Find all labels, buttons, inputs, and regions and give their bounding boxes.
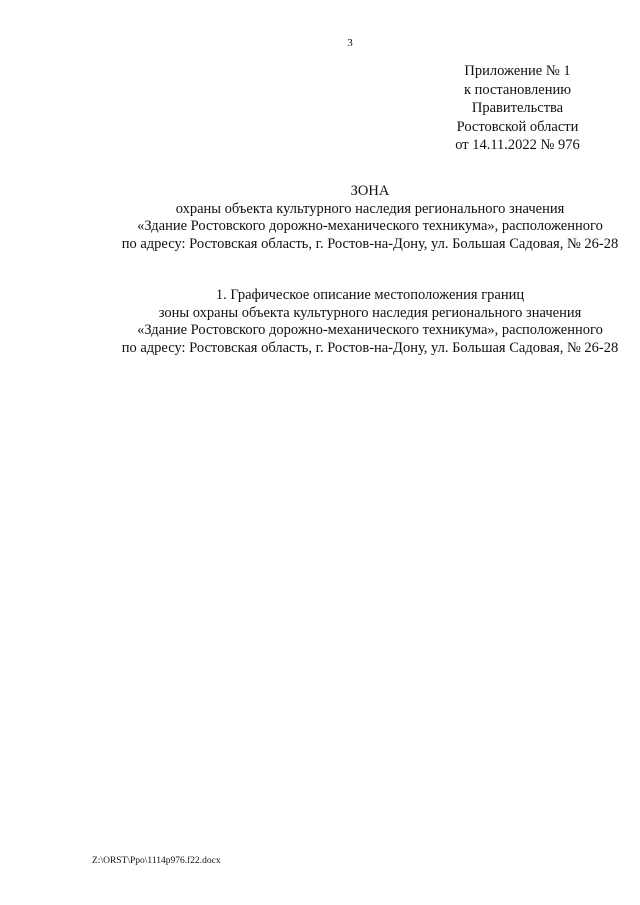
zone-line: охраны объекта культурного наследия регионального значения — [175, 200, 565, 217]
section-line: по адресу: Ростовская область, г. Ростов-на-Дону, ул. Большая Садовая, № 26-28 — [121, 339, 619, 356]
section-line: 1. Графическое описание местоположения границ — [215, 287, 525, 303]
section-line: «Здание Ростовского дорожно-механического техникума», расположенного — [137, 322, 603, 338]
zone-title: ЗОНА — [350, 183, 390, 199]
appendix-line: Приложение № 1 — [464, 63, 571, 79]
appendix-line: от 14.11.2022 № 976 — [455, 137, 580, 153]
section-line: зоны охраны объекта культурного наследия регионального значения — [158, 304, 582, 321]
footer-file-path: Z:\ORST\Ppo\1114p976.f22.docx — [92, 856, 221, 866]
appendix-line: Ростовской области — [456, 118, 579, 135]
appendix-header — [430, 62, 605, 155]
appendix-line: к постановлению — [463, 81, 572, 98]
zone-heading — [40, 183, 640, 253]
zone-line: по адресу: Ростовская область, г. Ростов-на-Дону, ул. Большая Садовая, № 26-28 — [121, 235, 619, 252]
section-1-heading — [40, 287, 640, 357]
page-number: 3 — [347, 37, 353, 49]
appendix-line: Правительства — [471, 100, 564, 116]
zone-line: «Здание Ростовского дорожно-механического техникума», расположенного — [137, 218, 603, 234]
